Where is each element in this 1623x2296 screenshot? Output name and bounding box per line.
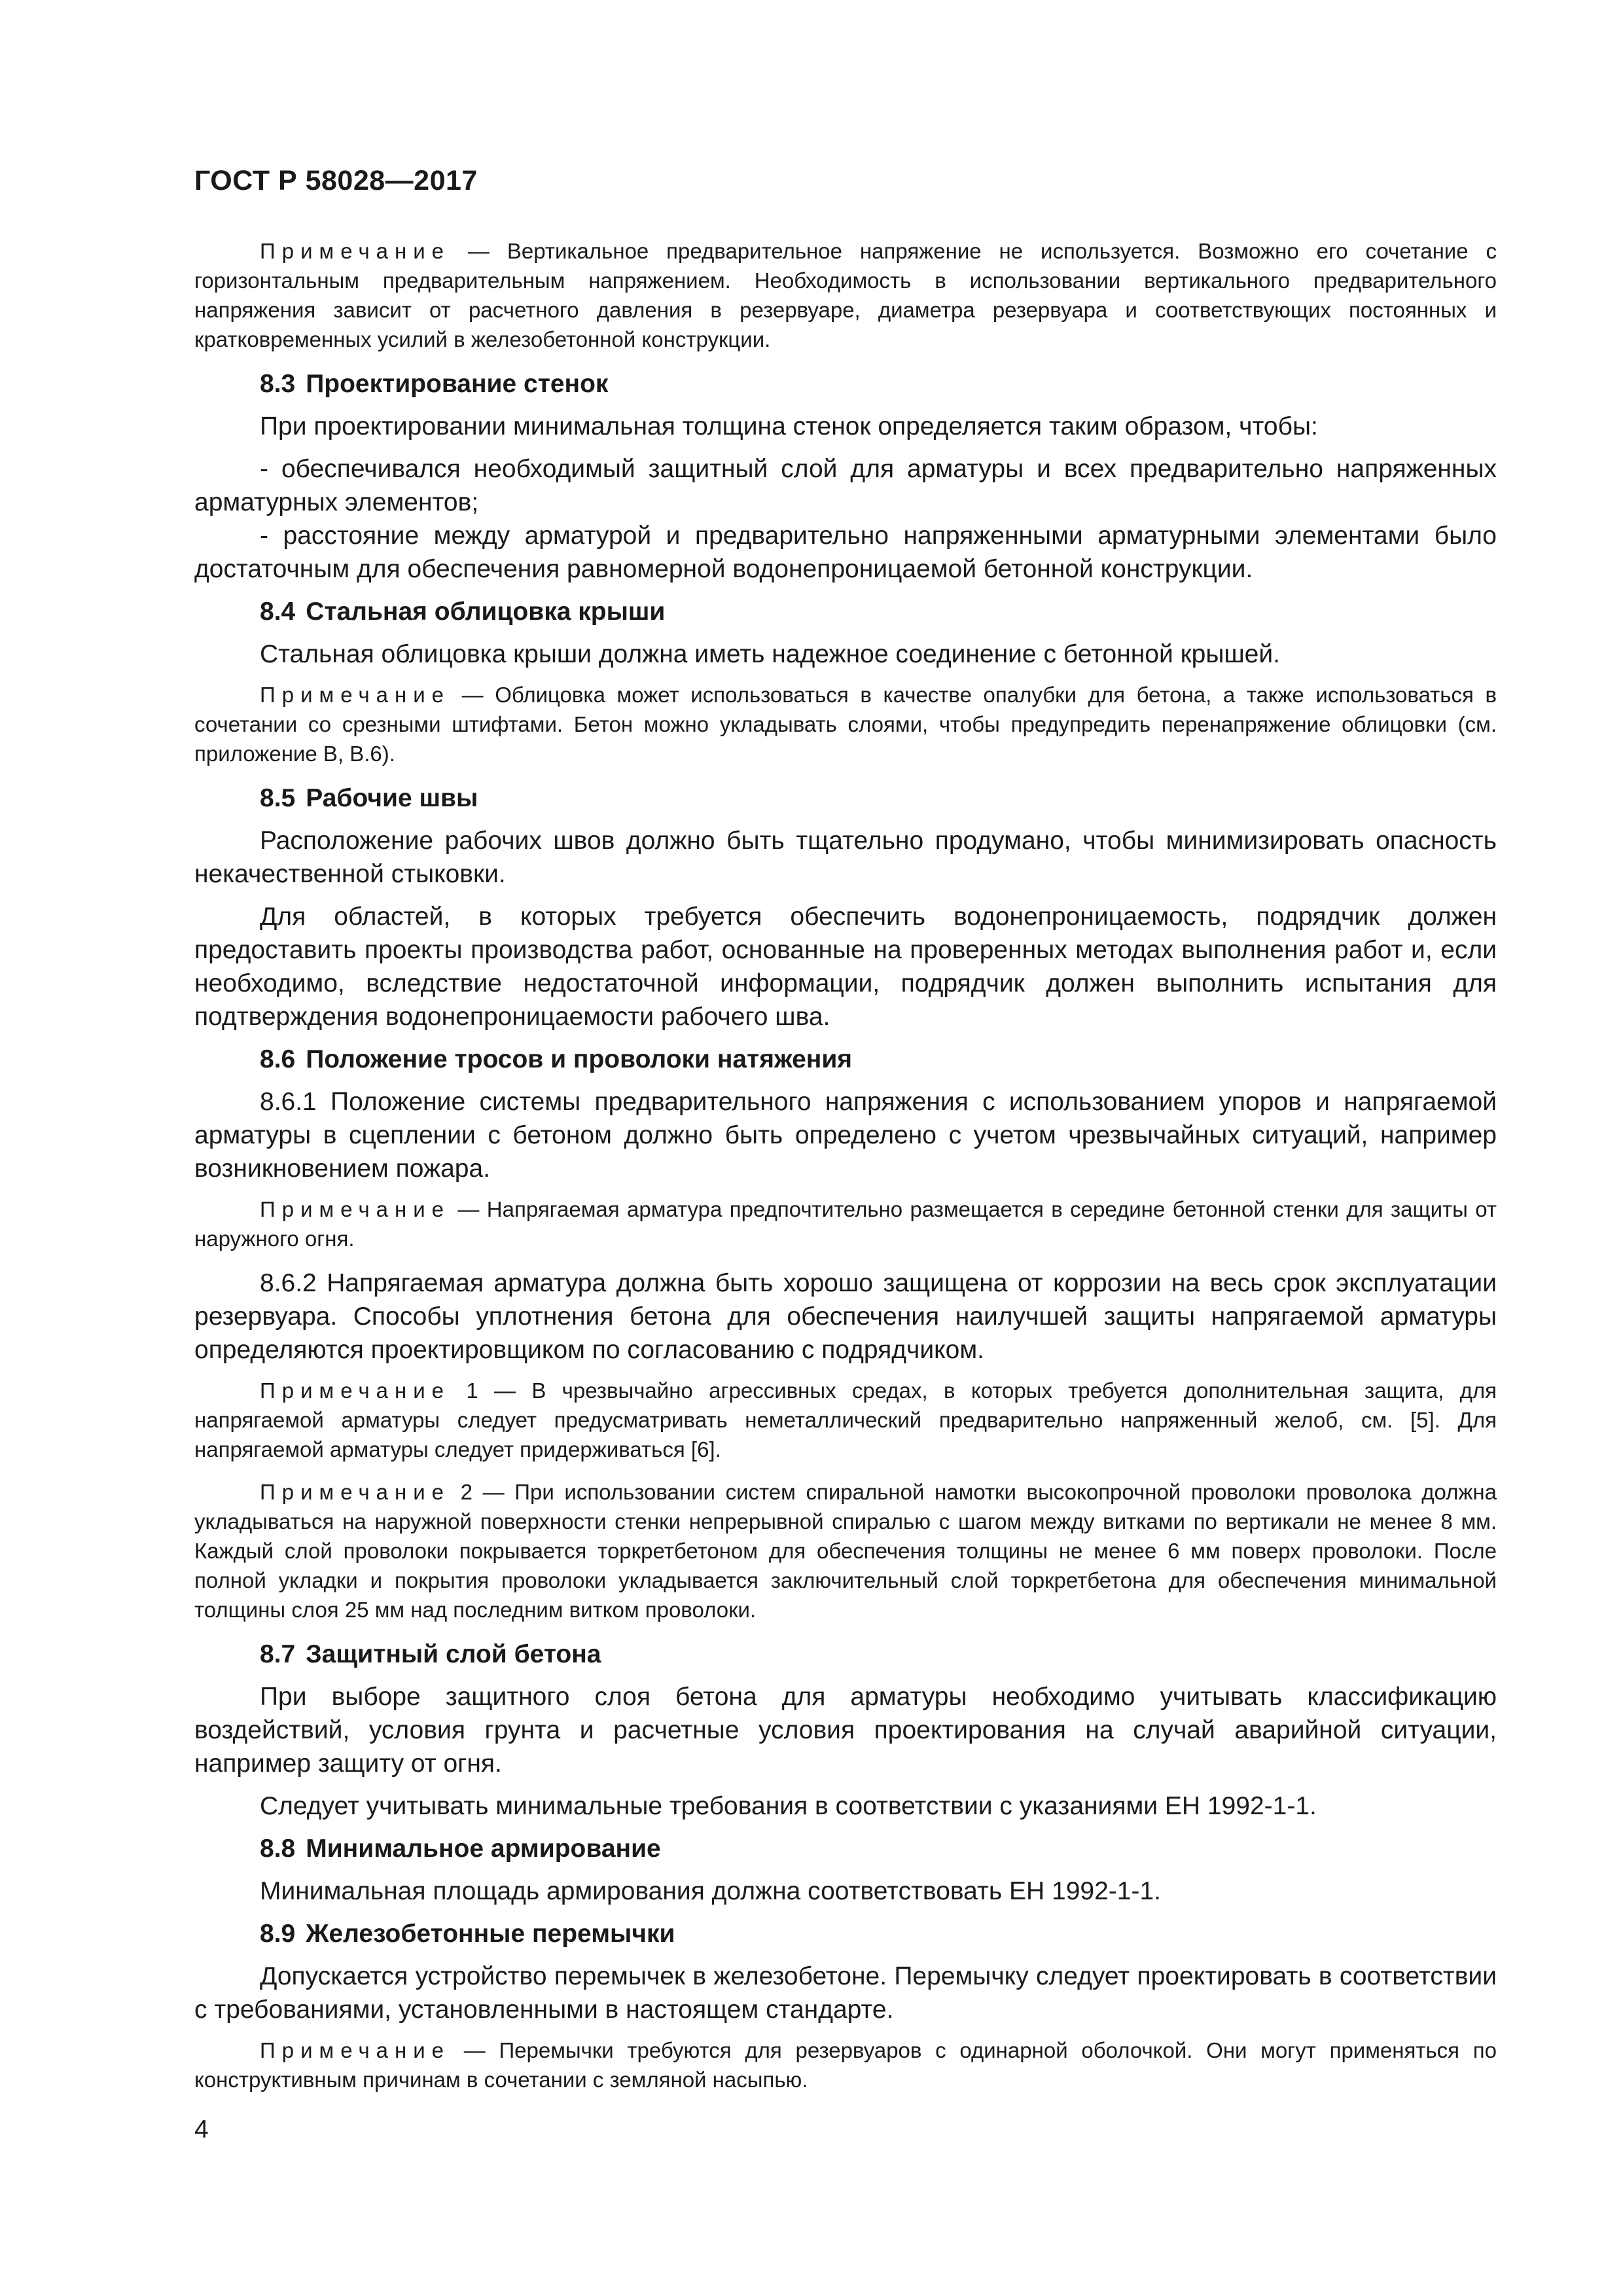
section-heading [260,781,1497,815]
section-heading [260,595,1497,628]
note-text: — Вертикальное предварительное напряжение не используется. Возможно его сочетание с горизонтальным предварительным напряжением. Необходимость в использовании вертикального предварительного напряжения зависит от расчетного давления в резервуаре, диаметра резервуара и соответствующих постоянных и кратковременных усилий в железобетонной конструкции. [194,239,1497,351]
note-text: 1 — В чрезвычайно агрессивных средах, в которых требуется дополнительная защита, для напрягаемой арматуры следует предусматривать неметаллический предварительно напряженный желоб, см. [5]. Для напрягаемой арматуры следует придерживаться [6]. [194,1378,1497,1462]
document-header: ГОСТ Р 58028—2017 [194,165,478,196]
note-text: — Облицовка может использоваться в качестве опалубки для бетона, а также использоваться в сочетании со срезными штифтами. Бетон можно укладывать слоями, чтобы предупредить перенапряжение облицовки (см. приложение В, В.6). [194,683,1497,766]
section-title: Защитный слой бетона [306,1640,601,1668]
paragraph: Минимальная площадь армирования должна соответствовать ЕН 1992-1-1. [260,1877,1161,1905]
note [194,2036,1497,2094]
section-number: 8.3 [260,370,296,398]
paragraph: Допускается устройство перемычек в железобетоне. Перемычку следует проектировать в соответствии с требованиями, установленными в настоящем стандарте. [194,1962,1497,2024]
paragraph: При выборе защитного слоя бетона для арматуры необходимо учитывать классификацию воздействий, условия грунта и расчетные условия проектирования на случай аварийной ситуации, например защиту от огня. [194,1683,1497,1778]
note-text: 2 — При использовании систем спиральной намотки высокопрочной проволоки проволока должна укладываться на наружной поверхности стенки непрерывной спиралью с шагом между витками по вертикали не менее 8 мм. Каждый слой проволоки покрывается торкретбетоном для обеспечения толщины не менее 6 мм поверх проволоки. После полной укладки и покрытия проволоки укладывается заключительный слой торкретбетона для обеспечения минимальной толщины слоя 25 мм над последним витком проволоки. [194,1480,1497,1622]
section-number: 8.4 [260,598,296,626]
note [194,1194,1497,1253]
section-title: Железобетонные перемычки [306,1920,675,1948]
section-heading [260,1832,1497,1865]
note [194,680,1497,768]
note-label: Примечание [260,1197,451,1221]
note-label: Примечание [260,239,451,263]
note-label: Примечание [260,1378,451,1403]
paragraph: Для областей, в которых требуется обеспечить водонепроницаемость, подрядчик должен предоставить проекты производства работ, основанные на проверенных методах выполнения работ и, если необходимо, вследствие недостаточной информации, подрядчик должен выполнить испытания для подтверждения водонепроницаемости рабочего шва. [194,903,1497,1031]
section-title: Рабочие швы [306,784,478,812]
page-number: 4 [194,2115,209,2144]
note-text: — Напрягаемая арматура предпочтительно размещается в середине бетонной стенки для защиты от наружного огня. [194,1197,1497,1251]
section-heading [260,1043,1497,1076]
note-label: Примечание [260,683,451,707]
paragraph: 8.6.1 Положение системы предварительного напряжения с использованием упоров и напрягаемой арматуры в сцеплении с бетоном должно быть определено с учетом чрезвычайных ситуаций, например возникновением пожара. [194,1088,1497,1183]
section-number: 8.9 [260,1920,296,1948]
paragraph: Расположение рабочих швов должно быть тщательно продумано, чтобы минимизировать опасность некачественной стыковки. [194,827,1497,888]
section-title: Положение тросов и проволоки натяжения [306,1045,853,1073]
section-number: 8.8 [260,1835,296,1863]
section-number: 8.7 [260,1640,296,1668]
note [194,1376,1497,1464]
paragraph: Следует учитывать минимальные требования в соответствии с указаниями ЕН 1992-1-1. [260,1792,1317,1820]
section-title: Проектирование стенок [306,370,609,398]
list-item: - обеспечивался необходимый защитный слой для арматуры и всех предварительно напряженных арматурных элементов; [194,455,1497,516]
note-label: Примечание [260,2038,451,2062]
note [194,236,1497,354]
section-heading [260,1638,1497,1671]
section-heading [260,1917,1497,1950]
note-text: — Перемычки требуются для резервуаров с одинарной оболочкой. Они могут применяться по конструктивным причинам в сочетании с земляной насыпью. [194,2038,1497,2092]
section-number: 8.6 [260,1045,296,1073]
section-title: Стальная облицовка крыши [306,598,666,626]
paragraph: 8.6.2 Напрягаемая арматура должна быть хорошо защищена от коррозии на весь срок эксплуатации резервуара. Способы уплотнения бетона для обеспечения наилучшей защиты напрягаемой арматуры определяются проектировщиком по согласованию с подрядчиком. [194,1269,1497,1364]
section-title: Минимальное армирование [306,1835,661,1863]
document-body [194,236,1497,2094]
section-heading [260,367,1497,401]
note [194,1477,1497,1624]
note-label: Примечание [260,1480,451,1504]
paragraph: Стальная облицовка крыши должна иметь надежное соединение с бетонной крышей. [260,640,1280,668]
paragraph: При проектировании минимальная толщина стенок определяется таким образом, чтобы: [260,412,1318,440]
document-page [194,157,1497,2108]
section-number: 8.5 [260,784,296,812]
list-item: - расстояние между арматурой и предварительно напряженными арматурными элементами было достаточным для обеспечения равномерной водонепроницаемой бетонной конструкции. [194,522,1497,583]
